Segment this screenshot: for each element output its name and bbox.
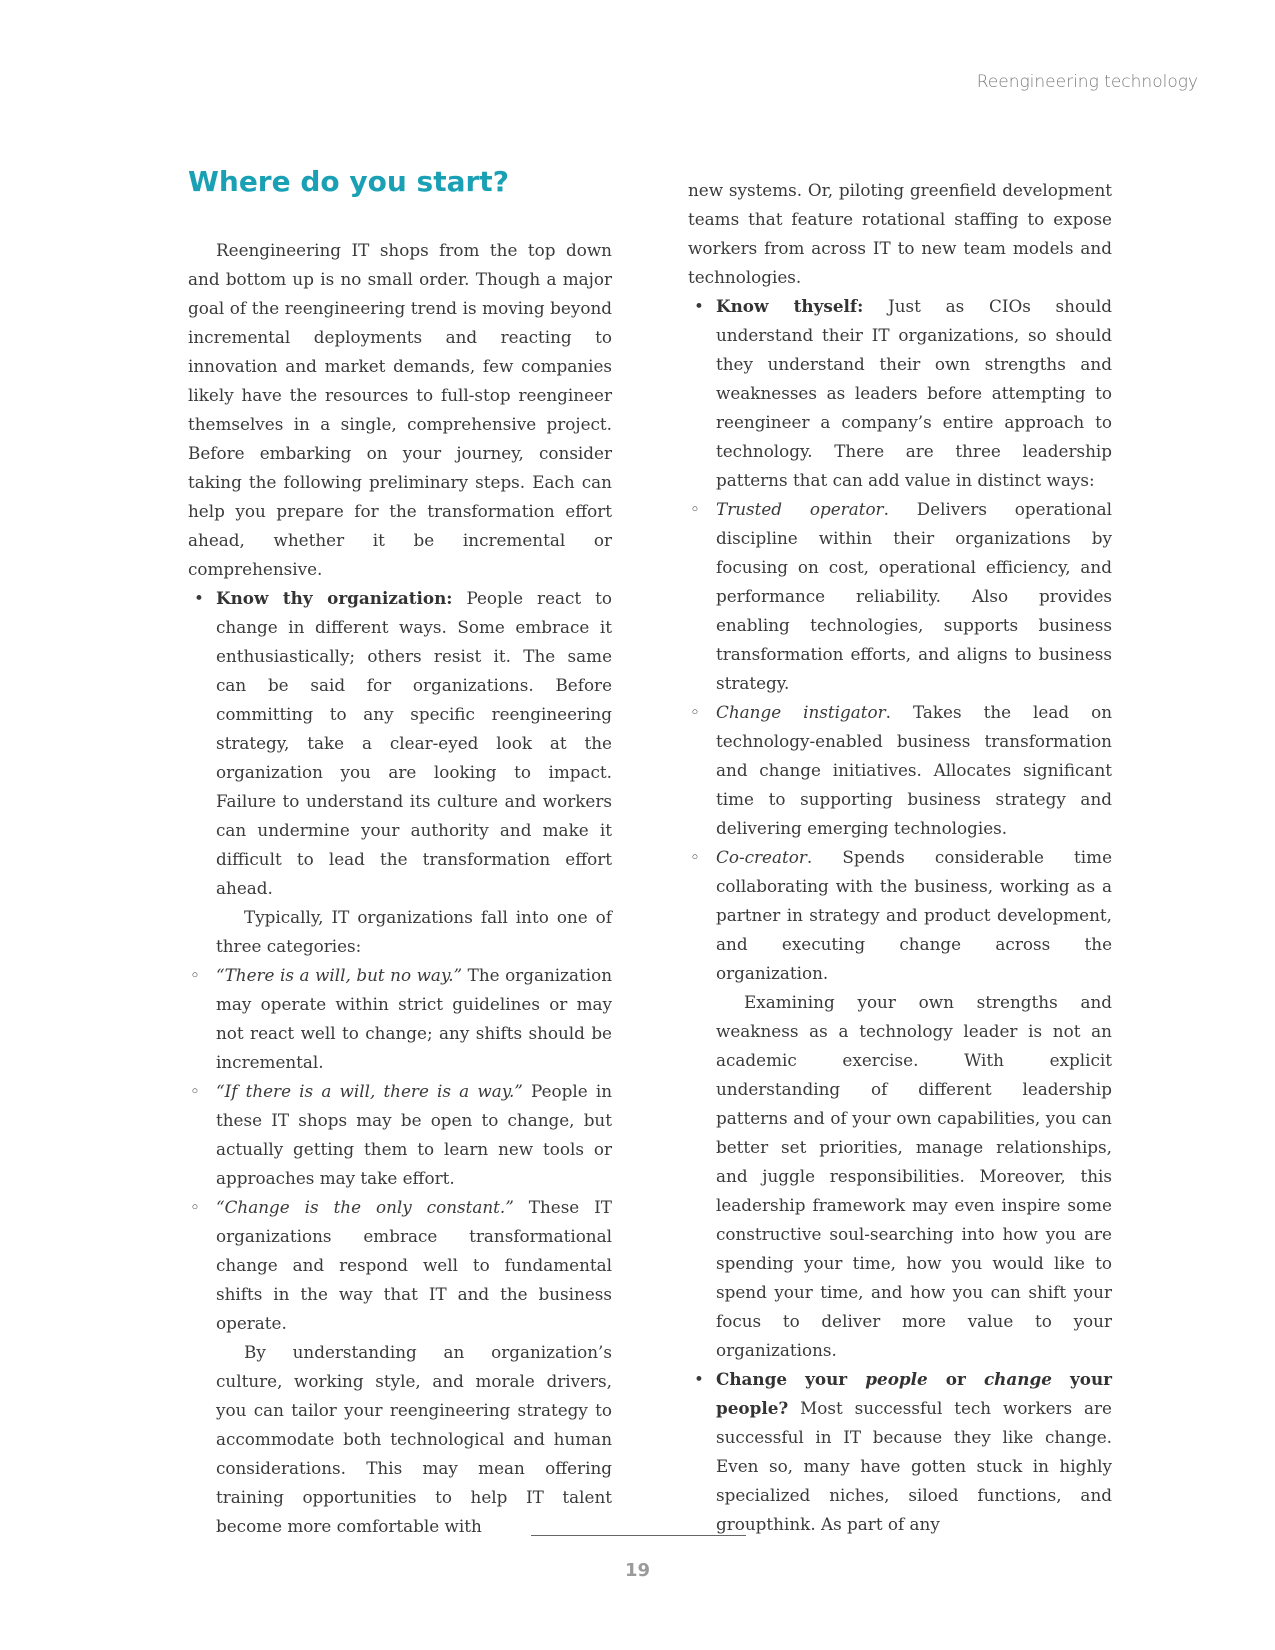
bullet-title: Change your people or change your people? bbox=[716, 1369, 1112, 1418]
bullet-continuation bbox=[188, 903, 612, 961]
leadership-paragraph: Examining your own strengths and weakness as a technology leader is not an academic exercise. With explicit understanding of different leadership patterns and of your own capabilities, you can better set priorities, manage relationships, and juggle responsibilities. Moreover, this leadership framework may even inspire some constructive soul-searching into how you are spending your time, how you would like to spend your time, and how you can shift your focus to deliver more value to your organizations. bbox=[716, 992, 1112, 1360]
sub-bullet-will-no-way bbox=[188, 961, 612, 1077]
continued-paragraph: new systems. Or, piloting greenfield development teams that feature rotational staffing to expose workers from across IT to new team models and technologies. bbox=[688, 180, 1112, 287]
sub-bullet-title: “There is a will, but no way.” bbox=[216, 965, 463, 985]
right-column bbox=[688, 176, 1112, 1539]
sub-bullet-change-instigator bbox=[688, 698, 1112, 843]
section-heading: Where do you start? bbox=[188, 165, 509, 198]
bullet-know-thyself bbox=[688, 292, 1112, 495]
bullet-text: Most successful tech workers are successful in IT because they like change. Even so, many have gotten stuck in highly specialized niches, siloed functions, and groupthink. As part of any bbox=[716, 1398, 1112, 1534]
sub-bullet-text: . Delivers operational discipline within their organizations by focusing on cost, operational efficiency, and performance reliability. Also provides enabling technologies, supports business transformation efforts, and aligns to business strategy. bbox=[716, 499, 1113, 693]
sub-bullet-text: People in these IT shops may be open to change, but actually getting them to learn new tools or approaches may take effort. bbox=[216, 1081, 612, 1188]
bullet-title: Know thy organization: bbox=[216, 588, 453, 608]
leadership-block bbox=[688, 988, 1112, 1365]
bullet-change-your-people bbox=[688, 1365, 1112, 1539]
sub-bullet-text: . Spends considerable time collaborating with the business, working as a partner in strategy and product development, and executing change across the organization. bbox=[716, 847, 1112, 983]
left-column bbox=[188, 160, 612, 1541]
sub-bullet-text: . Takes the lead on technology-enabled business transformation and change initiatives. Allocates significant time to supporting business strategy and delivering emerging technologies. bbox=[716, 702, 1113, 838]
sub-bullet-text: The organization may operate within strict guidelines or may not react well to change; any shifts should be incremental. bbox=[216, 965, 612, 1072]
sub-bullet-only-constant bbox=[188, 1193, 612, 1338]
sub-bullet-title: “Change is the only constant.” bbox=[216, 1197, 514, 1217]
sub-bullet-trusted-operator bbox=[688, 495, 1112, 698]
bullet-text: People react to change in different ways. Some embrace it enthusiastically; others resist it. The same can be said for organizations. Before committing to any specific reengineering strategy, take a clear-eyed look at the organization you are looking to impact. Failure to understand its culture and workers can undermine your authority and make it difficult to lead the transformation effort ahead. bbox=[216, 588, 612, 898]
bullet-know-thy-organization bbox=[188, 584, 612, 903]
page-number: 19 bbox=[624, 1560, 651, 1581]
sub-bullet-title: Trusted operator bbox=[716, 499, 884, 519]
sub-bullet-co-creator bbox=[688, 843, 1112, 988]
running-title: Reengineering technology bbox=[976, 72, 1198, 92]
footer-rule bbox=[531, 1535, 746, 1536]
bullet-title: Know thyself: bbox=[716, 296, 864, 316]
intro-paragraph: Reengineering IT shops from the top down and bottom up is no small order. Though a major goal of the reengineering trend is moving beyond incremental deployments and reacting to innovation and market demands, few companies likely have the resources to full-stop reengineer themselves in a single, comprehensive project. Before embarking on your journey, consider taking the following preliminary steps. Each can help you prepare for the transformation effort ahead, whether it be incremental or comprehensive. bbox=[188, 240, 612, 579]
sub-bullet-text: These IT organizations embrace transformational change and respond well to fundamental shifts in the way that IT and the business operate. bbox=[216, 1197, 613, 1333]
closing-paragraph: By understanding an organization’s culture, working style, and morale drivers, you can tailor your reengineering strategy to accommodate both technological and human considerations. This may mean offering training opportunities to help IT talent become more comfortable with bbox=[216, 1342, 612, 1536]
bullet-text: Just as CIOs should understand their IT organizations, so should they understand their own strengths and weaknesses as leaders before attempting to reengineer a company’s entire approach to technology. There are three leadership patterns that can add value in distinct ways: bbox=[716, 296, 1112, 490]
sub-bullet-title: Change instigator bbox=[716, 702, 886, 722]
sub-bullet-title: “If there is a will, there is a way.” bbox=[216, 1081, 523, 1101]
categories-intro: Typically, IT organizations fall into one of three categories: bbox=[216, 907, 612, 956]
closing-block bbox=[188, 1338, 612, 1541]
sub-bullet-title: Co-creator bbox=[716, 847, 807, 867]
continued-block bbox=[688, 176, 1112, 292]
sub-bullet-will-way bbox=[188, 1077, 612, 1193]
